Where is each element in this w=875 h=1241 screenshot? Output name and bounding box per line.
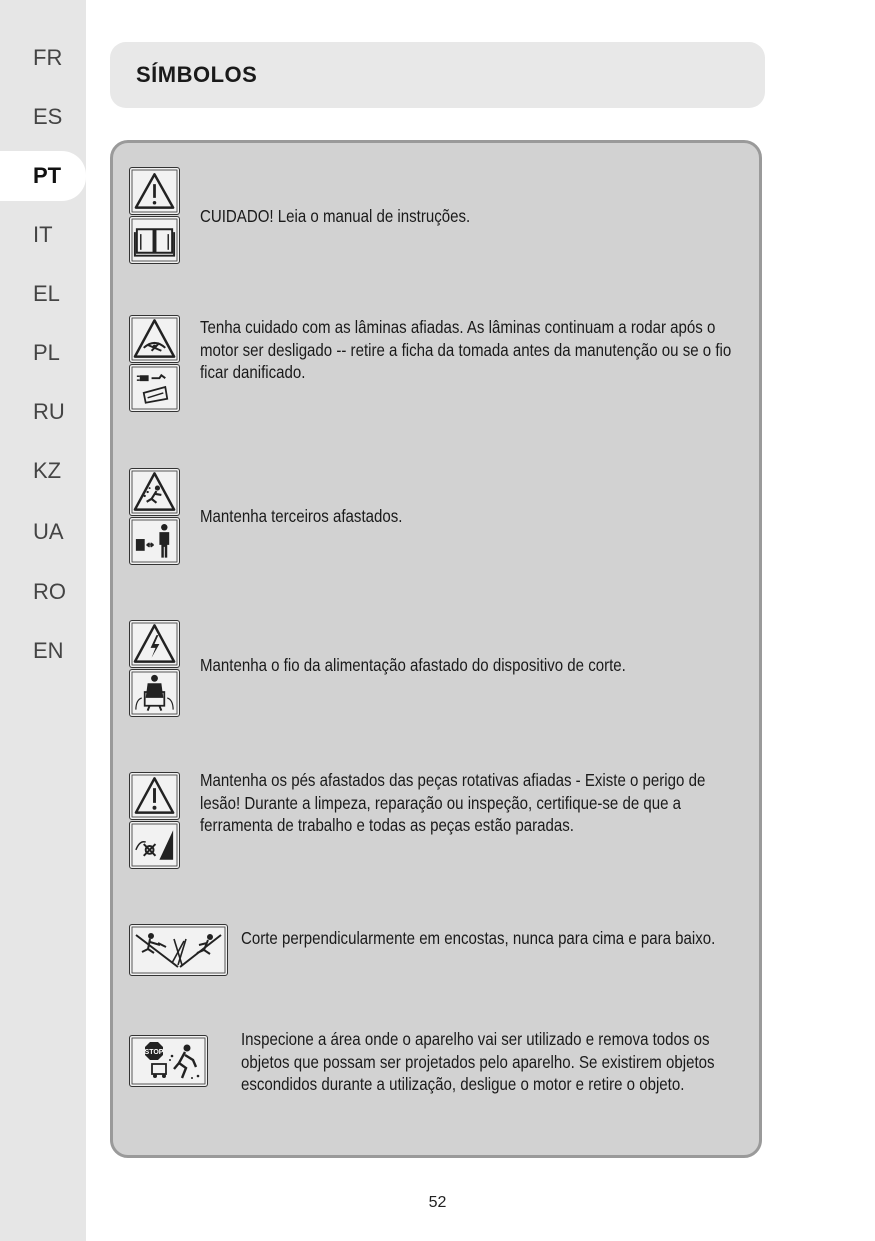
electric-shock-warning-icon	[129, 620, 180, 668]
symbol-text-1: CUIDADO! Leia o manual de instruções.	[200, 206, 471, 226]
svg-text:STOP: STOP	[144, 1049, 164, 1056]
symbol-row-5-icons	[129, 772, 180, 869]
thrown-objects-warning-icon	[129, 468, 180, 516]
manual-book-icon	[129, 216, 180, 264]
symbols-panel	[110, 140, 762, 1158]
rotating-blade-warning-icon	[129, 315, 180, 363]
lang-tab-it[interactable]: IT	[33, 222, 53, 247]
symbol-text-2: Tenha cuidado com as lâminas afiadas. As lâminas continuam a rodar após o motor ser desligado -- retire a ficha da tomada antes da manutenção ou se o fio ficar danificado.	[200, 317, 732, 382]
symbol-text-6: Corte perpendicularmente em encostas, nunca para cima e para baixo.	[241, 928, 716, 948]
symbol-row-2-icons	[129, 315, 180, 412]
lang-tab-es[interactable]: ES	[33, 104, 63, 129]
lang-tab-ru[interactable]: RU	[33, 399, 65, 424]
page-number: 52	[428, 1194, 447, 1211]
symbol-row-1-icons	[129, 167, 180, 264]
symbol-text-3: Mantenha terceiros afastados.	[200, 506, 403, 526]
exclamation-warning-icon	[129, 772, 180, 820]
unplug-before-maintenance-icon	[129, 364, 180, 412]
lang-tab-pt[interactable]: PT	[0, 151, 86, 201]
symbol-text-4: Mantenha o fio da alimentação afastado do dispositivo de corte.	[200, 655, 626, 675]
lang-tab-en[interactable]: EN	[33, 638, 64, 663]
keep-cord-away-icon	[129, 669, 180, 717]
keep-bystanders-away-icon	[129, 517, 180, 565]
foot-blade-danger-icon	[129, 821, 180, 869]
section-title: SÍMBOLOS	[136, 62, 258, 87]
lang-tab-pl[interactable]: PL	[33, 340, 60, 365]
symbol-row-3-icons	[129, 468, 180, 565]
lang-tab-ro[interactable]: RO	[33, 579, 66, 604]
lang-tab-el[interactable]: EL	[33, 281, 60, 306]
symbol-text-5: Mantenha os pés afastados das peças rotativas afiadas - Existe o perigo de lesão! Durante a limpeza, reparação ou inspeção, certifique-se de que a ferramenta de trabalho e todas as peças estão paradas.	[200, 770, 706, 835]
slope-mowing-icon	[129, 924, 228, 976]
lang-tab-ua[interactable]: UA	[33, 519, 64, 544]
stop-remove-objects-icon	[129, 1035, 208, 1087]
warning-triangle-icon	[129, 167, 180, 215]
section-header	[110, 42, 765, 108]
symbol-text-7: Inspecione a área onde o aparelho vai ser utilizado e remova todos os objetos que possam ser projetados pelo aparelho. Se existirem objetos escondidos durante a utilização, desligue o motor e retire o objeto.	[241, 1029, 715, 1094]
lang-tab-kz[interactable]: KZ	[33, 458, 62, 483]
language-sidebar	[0, 0, 86, 1241]
lang-tab-fr[interactable]: FR	[33, 45, 63, 70]
symbol-row-4-icons	[129, 620, 180, 717]
